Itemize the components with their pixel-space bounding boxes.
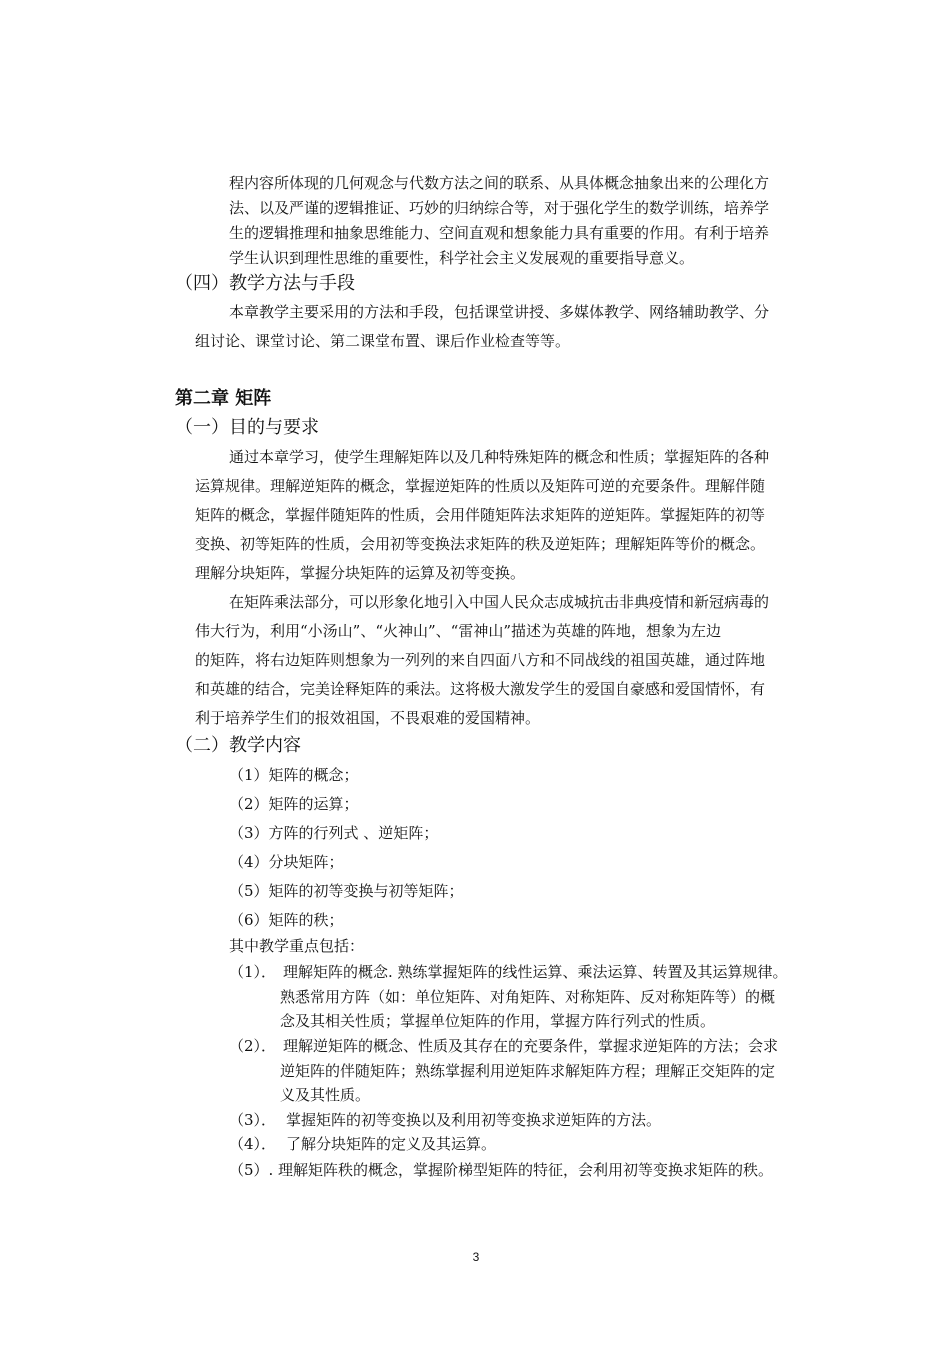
paragraph-line: 变换、初等矩阵的性质，会用初等变换法求矩阵的秩及逆矩阵；理解矩阵等价的概念。 — [195, 535, 766, 553]
paragraph-line: 通过本章学习，使学生理解矩阵以及几种特殊矩阵的概念和性质；掌握矩阵的各种 — [229, 448, 770, 466]
key-point-number: （3）． — [229, 1111, 277, 1129]
section-heading: （四）教学方法与手段 — [175, 273, 355, 294]
paragraph-line: 程内容所体现的几何观念与代数方法之间的联系、从具体概念抽象出来的公理化方 — [229, 174, 770, 192]
key-point-line: 念及其相关性质；掌握单位矩阵的作用，掌握方阵行列式的性质。 — [280, 1012, 716, 1030]
paragraph-line: 在矩阵乘法部分，可以形象化地引入中国人民众志成城抗击非典疫情和新冠病毒的 — [229, 593, 770, 611]
list-item: （5）矩阵的初等变换与初等矩阵； — [229, 882, 464, 900]
page-number: 3 — [472, 1250, 480, 1264]
paragraph-line: 运算规律。理解逆矩阵的概念，掌握逆矩阵的性质以及矩阵可逆的充要条件。理解伴随 — [195, 477, 766, 495]
key-point-line: 逆矩阵的伴随矩阵；熟练掌握利用逆矩阵求解矩阵方程；理解正交矩阵的定 — [280, 1062, 776, 1080]
paragraph-line: 矩阵的概念，掌握伴随矩阵的性质，会用伴随矩阵法求矩阵的逆矩阵。掌握矩阵的初等 — [195, 506, 766, 524]
key-point-line: 理解逆矩阵的概念、性质及其存在的充要条件，掌握求逆矩阵的方法；会求 — [283, 1037, 779, 1055]
key-point-number: （1）． — [229, 963, 277, 981]
key-point-line: 理解矩阵秩的概念，掌握阶梯型矩阵的特征，会利用初等变换求矩阵的秩。 — [278, 1161, 774, 1179]
paragraph-line: 学生认识到理性思维的重要性，科学社会主义发展观的重要指导意义。 — [229, 249, 695, 267]
paragraph-line: 伟大行为，利用“小汤山”、“火神山”、“雷神山”描述为英雄的阵地，想象为左边 — [195, 622, 722, 640]
paragraph-line: 本章教学主要采用的方法和手段，包括课堂讲授、多媒体教学、网络辅助教学、分 — [229, 303, 770, 321]
paragraph-line: 生的逻辑推理和抽象思维能力、空间直观和想象能力具有重要的作用。有利于培养 — [229, 224, 770, 242]
list-item: （6）矩阵的秩； — [229, 911, 344, 929]
paragraph-line: 的矩阵，将右边矩阵则想象为一列列的来自四面八方和不同战线的祖国英雄，通过阵地 — [195, 651, 766, 669]
key-point-number: （4）． — [229, 1135, 277, 1153]
section-heading: （二）教学内容 — [175, 735, 301, 756]
key-point-number: （5）. — [229, 1161, 274, 1179]
paragraph-line: 和英雄的结合，完美诠释矩阵的乘法。这将极大激发学生的爱国自豪感和爱国情怀，有 — [195, 680, 766, 698]
paragraph-line: 理解分块矩阵，掌握分块矩阵的运算及初等变换。 — [195, 564, 526, 582]
key-point-line: 了解分块矩阵的定义及其运算。 — [286, 1135, 497, 1153]
list-item: （4）分块矩阵； — [229, 853, 344, 871]
chapter-title: 第二章 矩阵 — [175, 388, 272, 409]
key-point-line: 理解矩阵的概念. 熟练掌握矩阵的线性运算、乘法运算、转置及其运算规律。 — [283, 963, 788, 981]
key-point-line: 义及其性质。 — [280, 1086, 371, 1104]
list-item: （1）矩阵的概念； — [229, 766, 359, 784]
key-point-line: 熟悉常用方阵（如：单位矩阵、对角矩阵、对称矩阵、反对称矩阵等）的概 — [280, 988, 776, 1006]
paragraph-line: 利于培养学生们的报效祖国，不畏艰难的爱国精神。 — [195, 709, 541, 727]
list-item: （2）矩阵的运算； — [229, 795, 359, 813]
list-item: （3）方阵的行列式 、逆矩阵； — [229, 824, 439, 842]
key-points-intro: 其中教学重点包括： — [229, 937, 365, 955]
key-point-line: 掌握矩阵的初等变换以及利用初等变换求逆矩阵的方法。 — [286, 1111, 662, 1129]
section-heading: （一）目的与要求 — [175, 417, 319, 438]
paragraph-line: 法、以及严谨的逻辑推证、巧妙的归纳综合等，对于强化学生的数学训练，培养学 — [229, 199, 770, 217]
paragraph-line: 组讨论、课堂讨论、第二课堂布置、课后作业检查等等。 — [195, 332, 571, 350]
key-point-number: （2）． — [229, 1037, 277, 1055]
